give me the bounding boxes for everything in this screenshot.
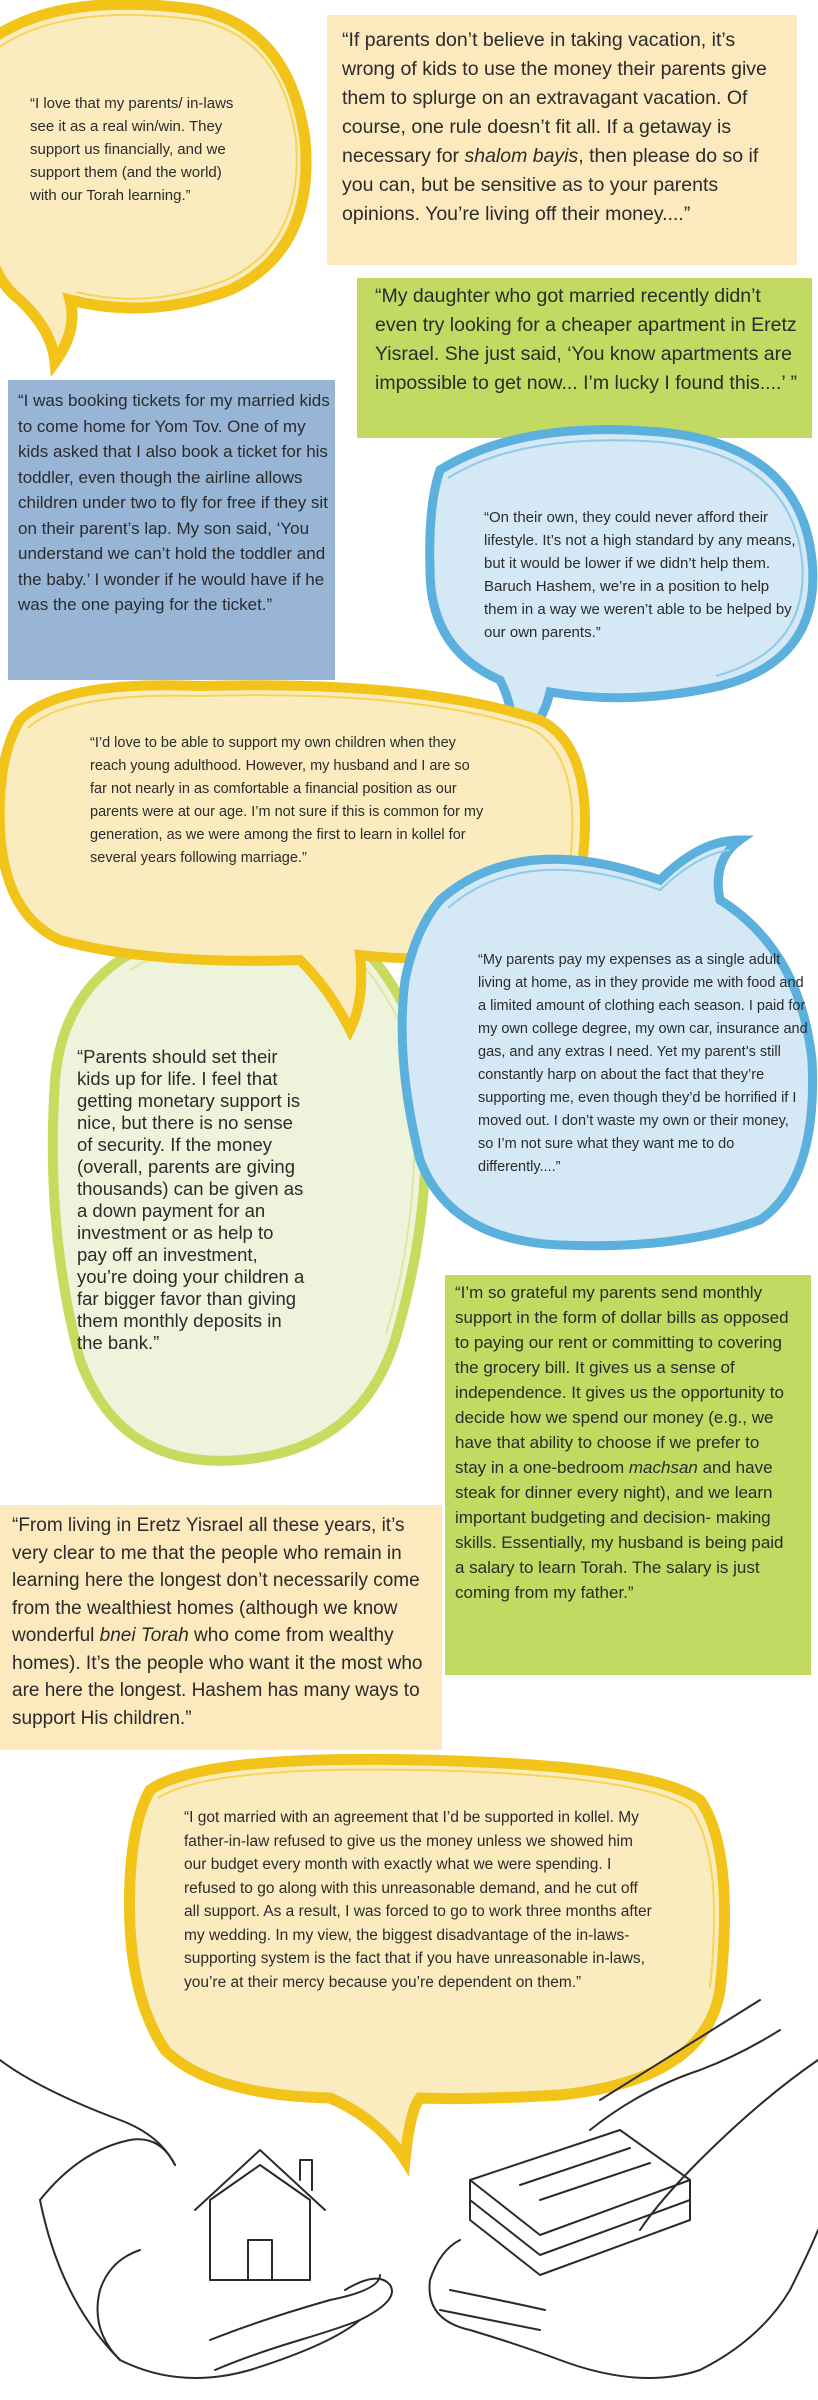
quote-2-italic: shalom bayis	[464, 145, 579, 167]
quote-2	[342, 26, 782, 229]
quote-11: “I got married with an agreement that I’d be supported in kollel. My father-in-law refused to give us the money unless we showed him our budget every month with exactly what we were spending. I refused to go along with this unreasonable demand, and he cut off all support. As a result, I was forced to go to work three months after my wedding. In my view, the biggest disadvantage of the in-laws-supporting system is the fact that if you have unreasonable in-laws, you’re at their mercy because you’re dependent on them.”	[184, 1809, 652, 1991]
quote-8: “Parents should set their kids up for life. I feel that getting monetary support is nice, but there is no sense of security. If the money (overall, parents are giving thousands) can be given as a down payment for an investment or as help to pay off an investment, you’re doing your children a far bigger favor than giving them monthly deposits in the bank.”	[77, 1046, 305, 1353]
quote-7: “My parents pay my expenses as a single adult living at home, as in they provide me with food and a limited amount of clothing each season. I paid for my own college degree, my own car, insurance and gas, and any extras I need. Yet my parent’s still constantly harp on about the fact that they’re supporting me, even though they’d be horrified if I moved out. I don’t waste my own or their money, so I’m not sure what they want me to do differently....”	[478, 952, 808, 1175]
quote-10-part-1: “From living in Eretz Yisrael all these years, it’s very clear to me that the people who remain in learning here the longest don’t necessarily come from the wealthiest homes (although we know wonderful	[12, 1515, 420, 1646]
quote-2-part-1: “If parents don’t believe in taking vacation, it’s wrong of kids to use the money their parents give them to splurge on an extravagant vacation. Of course, one rule doesn’t fit all. If a getaway is necessary for	[342, 29, 767, 167]
quote-10-italic: bnei Torah	[99, 1625, 189, 1646]
quote-10-part-2: who come from wealthy homes). It’s the people who want it the most who are here the longest. Hashem has many ways to support His children.”	[12, 1625, 423, 1729]
quote-10	[12, 1512, 432, 1732]
quote-5: “On their own, they could never afford their lifestyle. It’s not a high standard by any means, but it would be lower if we didn’t help them. Baruch Hashem, we’re in a position to help them in a way we weren’t able to be helped by our own parents.”	[484, 509, 796, 641]
quote-1: “I love that my parents/ in-laws see it as a real win/win. They support us financially, and we support them (and the world) with our Torah learning.”	[30, 95, 234, 204]
quote-9-italic: machsan	[628, 1458, 698, 1477]
quote-9	[455, 1280, 795, 1605]
quote-6: “I’d love to be able to support my own children when they reach young adulthood. However, my husband and I are so far not nearly in as comfortable a financial position as our parents were at our age. I’m not sure if this is common for my generation, as we were among the first to learn in kollel for several years following marriage.”	[90, 735, 484, 866]
quote-4: “I was booking tickets for my married kids to come home for Yom Tov. One of my kids asked that I also book a ticket for his toddler, even though the airline allows children under two to fly for free if they sit on their parent’s lap. My son said, ‘You understand we can’t hold the toddler and the baby.’ I wonder if he would have if he was the one paying for the ticket.”	[18, 391, 330, 614]
quote-9-part-1: “I’m so grateful my parents send monthly support in the form of dollar bills as opposed to paying our rent or committing to covering the grocery bill. It gives us a sense of independence. It gives us the opportunity to decide how we spend our money (e.g., we have that ability to choose if we prefer to stay in a one-bedroom	[455, 1283, 789, 1477]
quote-9-part-2: and have steak for dinner every night), and we learn important budgeting and decision- making skills. Essentially, my husband is being paid a salary to learn Torah. The salary is just coming from my father.”	[455, 1458, 784, 1602]
quote-2-part-2: , then please do so if you can, but be sensitive as to your parents opinions. You’re living off their money....”	[342, 145, 759, 225]
quote-3: “My daughter who got married recently didn’t even try looking for a cheaper apartment in Eretz Yisrael. She just said, ‘You know apartments are impossible to get now... I’m lucky I found this....’ ”	[375, 285, 797, 394]
